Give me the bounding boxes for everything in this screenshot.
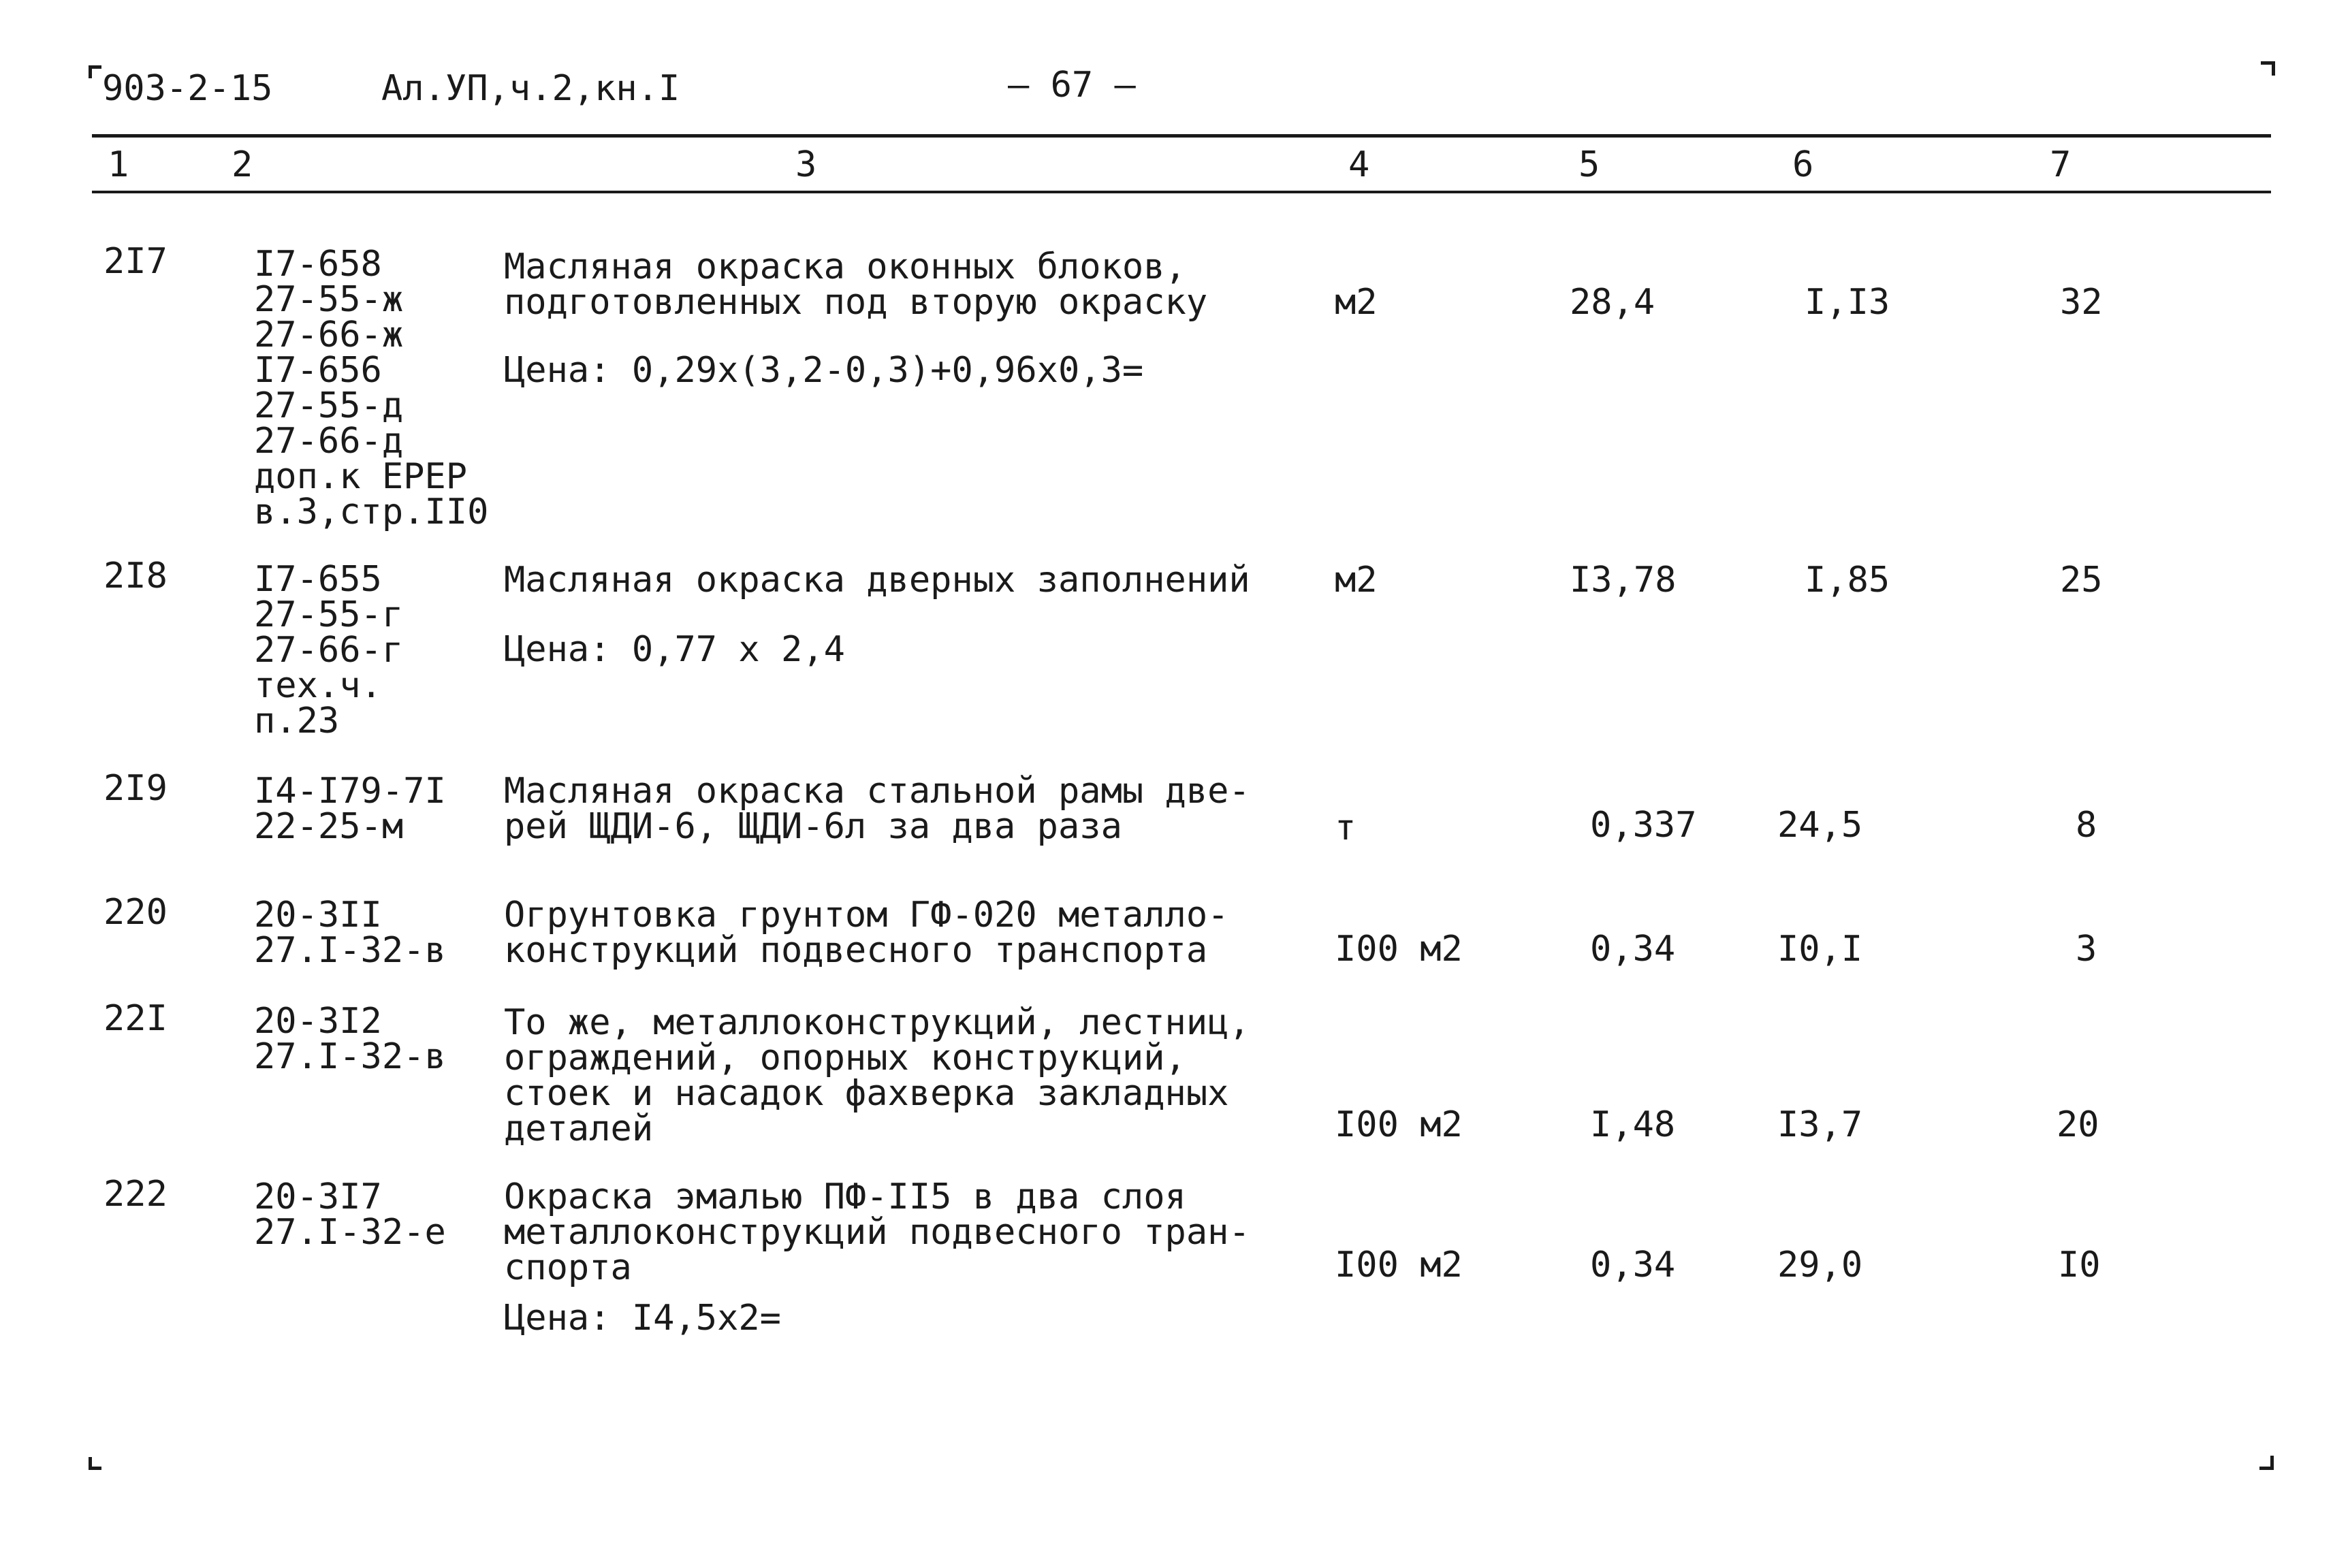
column-header-rule	[92, 191, 2271, 193]
work-description	[504, 895, 1229, 971]
row-number: 22I	[104, 998, 168, 1039]
description-line: Огрунтовка грунтом ГФ-020 металло-	[504, 895, 1229, 935]
column-header: 7	[2050, 144, 2072, 185]
total-cost: I0	[2058, 1245, 2101, 1285]
description-line: конструкций подвесного транспорта	[504, 930, 1208, 971]
total-cost: 20	[2057, 1104, 2099, 1145]
unit: I00 м2	[1335, 1245, 1463, 1285]
norm-code: 27-55-г	[254, 594, 404, 635]
unit: т	[1335, 807, 1356, 848]
work-description	[504, 246, 1208, 323]
norm-code: 27-66-д	[254, 421, 404, 462]
row-number: 2I7	[104, 241, 168, 282]
norm-codes	[254, 559, 404, 741]
row-number: 220	[104, 892, 168, 933]
row-number: 2I8	[104, 556, 168, 596]
work-description	[504, 1002, 1250, 1149]
unit-rate: I0,I	[1777, 929, 1863, 970]
price-formula: Цена: 0,77 х 2,4	[504, 629, 845, 670]
unit-rate: I,85	[1805, 560, 1890, 601]
album-reference: Ал.УП,ч.2,кн.I	[381, 68, 680, 109]
total-cost: 8	[2076, 805, 2097, 846]
price-formula: Цена: 0,29х(3,2-0,3)+0,96х0,3=	[504, 350, 1144, 391]
norm-code: 27-55-ж	[254, 279, 404, 320]
column-header: 3	[795, 144, 817, 185]
norm-code: п.23	[254, 701, 340, 741]
description-line: спорта	[504, 1247, 632, 1288]
unit-rate: I,I3	[1805, 282, 1890, 323]
description-line: деталей	[504, 1108, 654, 1149]
corner-mark-bottom-left	[89, 1457, 101, 1470]
total-cost: 32	[2060, 282, 2103, 323]
unit: м2	[1335, 560, 1378, 601]
norm-code: 27.I-32-е	[254, 1212, 446, 1253]
norm-codes	[254, 771, 446, 847]
column-header: 1	[108, 144, 129, 185]
norm-code: 20-3I7	[254, 1177, 382, 1217]
description-line: рей ЩДИ-6, ЩДИ-6л за два раза	[504, 806, 1122, 847]
quantity: 0,337	[1590, 805, 1697, 846]
norm-code: 20-3I2	[254, 1001, 382, 1042]
norm-codes	[254, 1177, 446, 1253]
norm-code: в.3,стр.II0	[254, 492, 489, 532]
norm-code: 27-66-ж	[254, 315, 404, 355]
norm-code: I7-656	[254, 350, 382, 391]
price-formula: Цена: I4,5х2=	[504, 1298, 781, 1339]
norm-codes	[254, 246, 488, 530]
description-line: стоек и насадок фахверка закладных	[504, 1073, 1229, 1114]
description-line: Окраска эмалью ПФ-II5 в два слоя	[504, 1177, 1186, 1217]
description-line: Масляная окраска оконных блоков,	[504, 246, 1186, 287]
description-line: Масляная окраска стальной рамы две-	[504, 771, 1250, 812]
description-line: ограждений, опорных конструкций,	[504, 1038, 1186, 1078]
page-number: — 67 —	[1008, 65, 1136, 106]
quantity: 0,34	[1590, 1245, 1676, 1285]
norm-code: I7-658	[254, 244, 382, 285]
norm-codes	[254, 895, 446, 971]
unit-rate: 29,0	[1777, 1245, 1863, 1285]
column-header: 5	[1578, 144, 1600, 185]
corner-mark-bottom-right	[2259, 1456, 2274, 1470]
quantity: 28,4	[1570, 282, 1655, 323]
work-description	[504, 1177, 1250, 1288]
quantity: 0,34	[1590, 929, 1676, 970]
row-number: 2I9	[104, 768, 168, 809]
description-line: Масляная окраска дверных заполнений	[504, 560, 1250, 601]
work-description	[504, 560, 1250, 601]
column-header: 4	[1348, 144, 1370, 185]
unit-rate: I3,7	[1777, 1104, 1863, 1145]
quantity: I3,78	[1570, 560, 1677, 601]
norm-code: 27-66-г	[254, 630, 404, 671]
norm-code: I4-I79-7I	[254, 771, 446, 812]
norm-code: 27-55-д	[254, 385, 404, 426]
unit: I00 м2	[1335, 929, 1463, 970]
column-header: 2	[232, 144, 253, 185]
norm-code: 27.I-32-в	[254, 1036, 446, 1077]
description-line: металлоконструкций подвесного тран-	[504, 1212, 1250, 1253]
unit-rate: 24,5	[1777, 805, 1863, 846]
norm-code: 22-25-м	[254, 806, 404, 847]
row-number: 222	[104, 1174, 168, 1215]
table-top-rule	[92, 134, 2271, 138]
total-cost: 3	[2076, 929, 2097, 970]
quantity: I,48	[1590, 1104, 1676, 1145]
unit: м2	[1335, 282, 1378, 323]
unit: I00 м2	[1335, 1104, 1463, 1145]
norm-code: 27.I-32-в	[254, 930, 446, 971]
description-line: подготовленных под вторую окраску	[504, 282, 1208, 323]
corner-mark-top-left	[89, 65, 101, 78]
norm-code: тех.ч.	[254, 665, 382, 706]
norm-code: доп.к ЕРЕР	[254, 456, 468, 497]
norm-code: I7-655	[254, 559, 382, 600]
norm-codes	[254, 1001, 446, 1077]
corner-mark-top-right	[2261, 61, 2275, 76]
column-header: 6	[1792, 144, 1814, 185]
work-description	[504, 771, 1250, 847]
description-line: То же, металлоконструкций, лестниц,	[504, 1002, 1250, 1043]
total-cost: 25	[2060, 560, 2103, 601]
doc-code: 903-2-15	[102, 68, 273, 109]
norm-code: 20-3II	[254, 895, 382, 935]
